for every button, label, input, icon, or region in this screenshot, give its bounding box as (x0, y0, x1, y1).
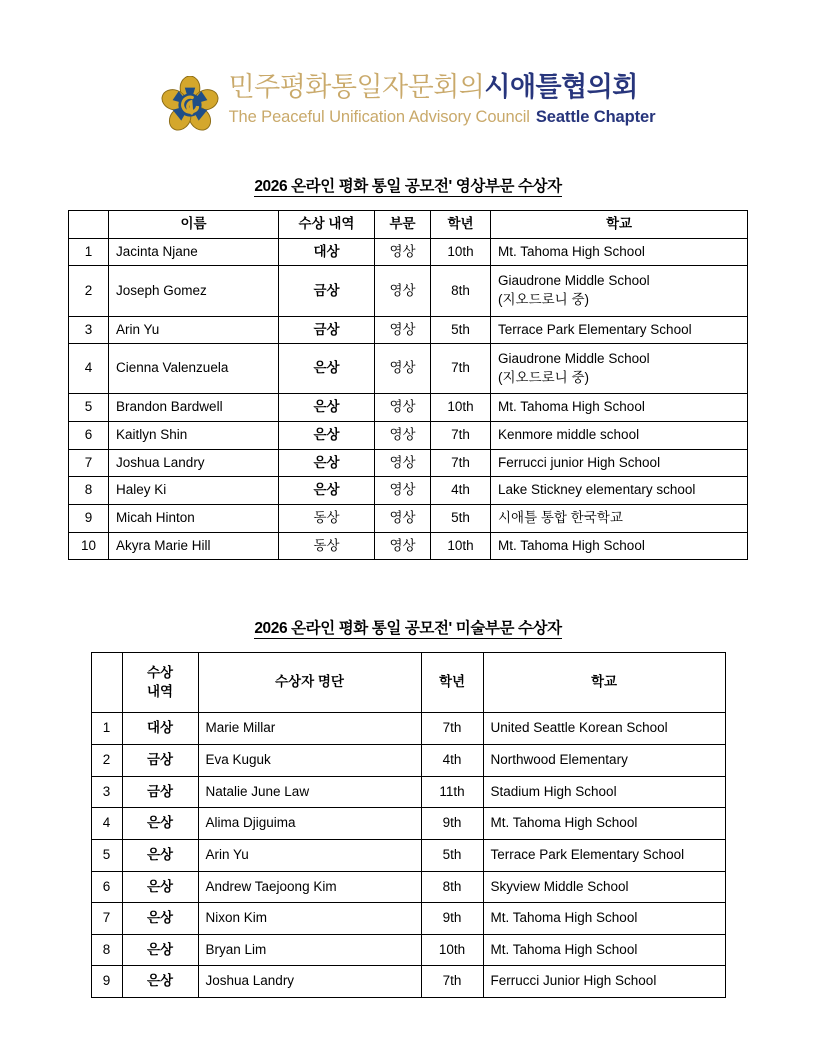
cell-grade (431, 532, 491, 560)
cell-grade (421, 871, 483, 903)
cell-award-text: 은상 (313, 454, 340, 470)
cell-no-text: 5 (84, 399, 93, 415)
cell-name-text: Nixon Kim (205, 910, 268, 926)
cell-category (375, 266, 431, 316)
cell-grade (431, 344, 491, 394)
cell-grade (421, 713, 483, 745)
cell-school-text (491, 505, 747, 532)
cell-category (375, 449, 431, 477)
cell-no (69, 477, 109, 505)
cell-grade-text: 8th (451, 282, 470, 298)
school-line-1: 시애틀 통합 한국학교 (498, 509, 623, 525)
cell-award (122, 713, 198, 745)
cell-name-text: Arin Yu (116, 321, 160, 337)
organization-logo (161, 74, 656, 134)
cell-grade-text: 7th (442, 973, 462, 989)
cell-award-text: 은상 (146, 973, 174, 989)
cell-name-text: Haley Ki (116, 482, 167, 498)
cell-school (491, 238, 748, 266)
cell-grade-text: 7th (451, 427, 470, 442)
header-award-line2: 내역 (146, 683, 174, 699)
cell-award-text: 은상 (146, 878, 174, 894)
cell-school-text: Terrace Park Elementary School (490, 846, 685, 862)
table-row (69, 422, 748, 450)
table-row (91, 808, 725, 840)
table-row (69, 532, 748, 560)
table-row (91, 871, 725, 903)
cell-category (375, 504, 431, 532)
cell-school-text (491, 317, 747, 344)
table-row (91, 903, 725, 935)
cell-category (375, 477, 431, 505)
cell-award (279, 316, 375, 344)
cell-name-text: Joseph Gomez (116, 282, 207, 298)
cell-name-text: Joshua Landry (205, 973, 295, 989)
cell-school (491, 266, 748, 316)
cell-school (483, 839, 725, 871)
cell-school (491, 394, 748, 422)
school-line-1: Lake Stickney elementary school (498, 482, 696, 498)
section-gap (0, 560, 816, 616)
cell-no (91, 966, 122, 998)
cell-award (279, 344, 375, 394)
cell-award-text: 동상 (313, 537, 340, 553)
cell-school (483, 871, 725, 903)
cell-name (198, 871, 421, 903)
school-line-1: Mt. Tahoma High School (498, 399, 645, 415)
cell-no-text: 7 (102, 910, 111, 926)
header-grade: 학년 (431, 211, 491, 239)
cell-school-text: Mt. Tahoma High School (490, 815, 638, 831)
cell-category-text: 영상 (389, 399, 416, 415)
cell-school-text (491, 239, 747, 266)
cell-category (375, 532, 431, 560)
video-winners-table (68, 210, 748, 560)
cell-name (109, 477, 279, 505)
cell-no-text: 5 (102, 846, 111, 862)
cell-grade (431, 477, 491, 505)
cell-name (109, 344, 279, 394)
cell-school (483, 745, 725, 777)
cell-category-text: 영상 (389, 360, 416, 376)
cell-award-text: 은상 (146, 941, 174, 957)
cell-award (122, 934, 198, 966)
cell-award (279, 394, 375, 422)
cell-no-text: 2 (102, 752, 111, 767)
cell-category (375, 394, 431, 422)
cell-grade (431, 422, 491, 450)
cell-award (122, 745, 198, 777)
cell-grade-text: 7th (451, 454, 470, 470)
cell-name (109, 266, 279, 316)
cell-grade (431, 238, 491, 266)
cell-grade (421, 903, 483, 935)
cell-name (198, 713, 421, 745)
school-line-1: Giaudrone Middle School (498, 273, 650, 289)
cell-school-text: Mt. Tahoma High School (490, 941, 638, 957)
cell-award (122, 966, 198, 998)
cell-award-text: 대상 (313, 243, 340, 259)
cell-award (279, 504, 375, 532)
cell-name (198, 934, 421, 966)
cell-school-text: Skyview Middle School (490, 878, 629, 894)
header-award-line1: 수상 (146, 665, 174, 681)
cell-grade (421, 934, 483, 966)
cell-no-text: 6 (102, 878, 111, 894)
cell-school-text: Stadium High School (490, 783, 617, 799)
cell-name-text: Natalie June Law (205, 783, 310, 799)
cell-no (91, 871, 122, 903)
mugunghwa-flower-emblem-icon (161, 76, 219, 134)
cell-school (491, 422, 748, 450)
table-header-row (91, 653, 725, 713)
cell-award (122, 871, 198, 903)
art-section-title-text: 2026 온라인 평화 통일 공모전' 미술부문 수상자 (254, 620, 562, 638)
cell-category-text: 영상 (389, 537, 416, 553)
cell-school-text (491, 344, 747, 393)
cell-name-text: Bryan Lim (205, 941, 267, 957)
table-row (91, 839, 725, 871)
cell-no-text: 6 (84, 427, 93, 442)
cell-award-text: 금상 (146, 783, 174, 799)
cell-no-text: 4 (84, 360, 93, 376)
cell-name (109, 316, 279, 344)
cell-category (375, 344, 431, 394)
table-row (91, 966, 725, 998)
school-line-2: (지오드로니 중) (498, 291, 589, 307)
table-row (69, 477, 748, 505)
cell-award (279, 422, 375, 450)
cell-grade-text: 4th (451, 482, 470, 498)
school-line-2: (지오드로니 중) (498, 369, 589, 385)
cell-award-text: 은상 (313, 427, 340, 442)
cell-grade-text: 5th (451, 321, 470, 337)
cell-grade-text: 10th (447, 243, 474, 259)
cell-grade-text: 9th (442, 910, 462, 926)
cell-category (375, 316, 431, 344)
cell-school-text (491, 533, 747, 560)
cell-award (122, 839, 198, 871)
cell-name (198, 903, 421, 935)
cell-award (122, 776, 198, 808)
table-row (69, 504, 748, 532)
cell-grade-text: 10th (447, 537, 474, 553)
school-line-1: Terrace Park Elementary School (498, 321, 692, 337)
cell-school-text: Northwood Elementary (490, 752, 628, 767)
cell-award (279, 266, 375, 316)
cell-school-text (491, 477, 747, 504)
table-row (91, 776, 725, 808)
cell-award-text: 동상 (313, 509, 340, 525)
cell-award (279, 449, 375, 477)
cell-school (491, 532, 748, 560)
cell-grade (421, 839, 483, 871)
cell-name (198, 808, 421, 840)
cell-name-text: Andrew Taejoong Kim (205, 878, 337, 894)
cell-award (122, 903, 198, 935)
cell-award (279, 477, 375, 505)
cell-award-text: 금상 (313, 321, 340, 337)
school-line-1: Kenmore middle school (498, 427, 640, 442)
cell-award (279, 532, 375, 560)
cell-no (91, 776, 122, 808)
cell-name-text: Akyra Marie Hill (116, 537, 211, 553)
cell-no-text: 10 (80, 537, 97, 553)
table-row (69, 266, 748, 316)
org-english-name: The Peaceful Unification Advisory Council (228, 108, 530, 126)
header-no (91, 653, 122, 713)
cell-name (109, 532, 279, 560)
header-school: 학교 (491, 211, 748, 239)
cell-name (109, 422, 279, 450)
cell-name-text: Eva Kuguk (205, 752, 271, 767)
cell-category-text: 영상 (389, 282, 416, 298)
cell-name-text: Marie Millar (205, 720, 276, 736)
cell-grade-text: 5th (442, 846, 462, 862)
cell-name-text: Brandon Bardwell (116, 399, 223, 415)
cell-school-text: Ferrucci Junior High School (490, 973, 657, 989)
cell-school-text: Mt. Tahoma High School (490, 910, 638, 926)
cell-grade-text: 7th (442, 720, 462, 736)
cell-name (198, 839, 421, 871)
cell-no-text: 8 (84, 482, 93, 498)
header-category: 부문 (375, 211, 431, 239)
cell-name-text: Arin Yu (205, 846, 249, 862)
cell-name-text: Jacinta Njane (116, 243, 198, 259)
header-award: 수상 내역 (279, 211, 375, 239)
cell-school-text (491, 394, 747, 421)
cell-name (109, 449, 279, 477)
table-row (69, 394, 748, 422)
cell-no (69, 394, 109, 422)
cell-award-text: 금상 (313, 282, 340, 298)
header-grade: 학년 (421, 653, 483, 713)
cell-award-text: 은상 (313, 399, 340, 415)
cell-no-text: 9 (102, 973, 111, 989)
cell-school (483, 713, 725, 745)
table-row (69, 238, 748, 266)
cell-name (198, 966, 421, 998)
cell-grade-text: 4th (442, 752, 462, 767)
cell-no-text: 4 (102, 815, 111, 831)
cell-no-text: 2 (84, 282, 93, 298)
cell-no (91, 839, 122, 871)
header-no (69, 211, 109, 239)
cell-no (91, 745, 122, 777)
cell-no (91, 903, 122, 935)
cell-category-text: 영상 (389, 427, 416, 442)
cell-award (279, 238, 375, 266)
cell-name-text: Cienna Valenzuela (116, 360, 229, 376)
cell-grade-text: 10th (438, 941, 466, 957)
table-row (69, 449, 748, 477)
cell-name (109, 238, 279, 266)
school-line-1: Mt. Tahoma High School (498, 537, 645, 553)
cell-grade (431, 504, 491, 532)
cell-no (91, 808, 122, 840)
table-row (91, 934, 725, 966)
header-name: 수상자 명단 (198, 653, 421, 713)
cell-name-text: Micah Hinton (116, 509, 195, 525)
cell-award-text: 은상 (313, 360, 340, 376)
cell-category-text: 영상 (389, 482, 416, 498)
cell-no-text: 3 (84, 321, 93, 337)
cell-grade (421, 776, 483, 808)
school-line-1: Ferrucci junior High School (498, 454, 661, 470)
cell-school-text (491, 450, 747, 477)
cell-no (69, 504, 109, 532)
cell-no (69, 316, 109, 344)
table-row (69, 316, 748, 344)
cell-no-text: 9 (84, 509, 93, 525)
cell-no-text: 8 (102, 941, 111, 957)
cell-school (491, 449, 748, 477)
cell-school (483, 966, 725, 998)
cell-award-text: 은상 (313, 482, 340, 498)
cell-school (491, 477, 748, 505)
cell-school (483, 934, 725, 966)
cell-award-text: 은상 (146, 910, 174, 926)
header-award (122, 653, 198, 713)
cell-no-text: 1 (84, 243, 93, 259)
cell-no (69, 422, 109, 450)
cell-category-text: 영상 (389, 321, 416, 337)
cell-grade (421, 966, 483, 998)
cell-grade-text: 5th (451, 509, 470, 525)
org-english-chapter: Seattle Chapter (535, 108, 656, 126)
cell-grade-text: 10th (447, 399, 474, 415)
cell-name (109, 504, 279, 532)
cell-no (91, 934, 122, 966)
header-school: 학교 (483, 653, 725, 713)
org-korean-chapter: 시애틀협의회 (484, 72, 638, 102)
cell-category (375, 238, 431, 266)
cell-school (483, 808, 725, 840)
cell-no-text: 1 (102, 720, 111, 736)
cell-grade-text: 7th (451, 360, 470, 376)
header-name: 이름 (109, 211, 279, 239)
cell-name-text: Kaitlyn Shin (116, 427, 188, 442)
cell-no (69, 238, 109, 266)
cell-no-text: 3 (102, 783, 111, 799)
document-header (0, 0, 816, 134)
table-row (91, 745, 725, 777)
cell-grade (431, 266, 491, 316)
cell-school (491, 504, 748, 532)
cell-school (491, 344, 748, 394)
cell-name (109, 394, 279, 422)
organization-name-block (229, 74, 656, 127)
video-section-title (0, 174, 816, 196)
cell-category-text: 영상 (389, 509, 416, 525)
cell-school-text (491, 422, 747, 449)
cell-no (69, 344, 109, 394)
cell-no-text: 7 (84, 454, 93, 470)
table-row (91, 713, 725, 745)
cell-school-text: United Seattle Korean School (490, 720, 668, 736)
cell-name-text: Joshua Landry (116, 454, 205, 470)
cell-award (122, 808, 198, 840)
cell-grade-text: 11th (439, 783, 465, 799)
cell-grade (431, 316, 491, 344)
school-line-1: Giaudrone Middle School (498, 351, 650, 367)
cell-school-text (491, 266, 747, 315)
cell-no (69, 449, 109, 477)
cell-grade (421, 808, 483, 840)
cell-award-text: 금상 (146, 752, 174, 767)
cell-school (491, 316, 748, 344)
cell-grade (421, 745, 483, 777)
cell-grade-text: 8th (442, 878, 462, 894)
cell-grade-text: 9th (442, 815, 462, 831)
cell-award-text: 대상 (146, 720, 174, 736)
art-winners-table (91, 652, 726, 998)
cell-no (69, 266, 109, 316)
table-header-row (69, 211, 748, 239)
cell-school (483, 776, 725, 808)
art-section-title (0, 616, 816, 638)
cell-name-text: Alima Djiguima (205, 815, 296, 831)
table-row (69, 344, 748, 394)
cell-no (91, 713, 122, 745)
cell-no (69, 532, 109, 560)
school-line-1: Mt. Tahoma High School (498, 243, 645, 259)
cell-category-text: 영상 (389, 243, 416, 259)
cell-grade (431, 394, 491, 422)
cell-grade (431, 449, 491, 477)
cell-name (198, 776, 421, 808)
video-section-title-text: 2026 온라인 평화 통일 공모전' 영상부문 수상자 (254, 178, 562, 195)
cell-school (483, 903, 725, 935)
org-korean-name: 민주평화통일자문회의 (228, 72, 485, 102)
cell-category (375, 422, 431, 450)
cell-award-text: 은상 (146, 846, 174, 862)
cell-award-text: 은상 (146, 815, 174, 831)
cell-category-text: 영상 (389, 454, 416, 470)
cell-name (198, 745, 421, 777)
